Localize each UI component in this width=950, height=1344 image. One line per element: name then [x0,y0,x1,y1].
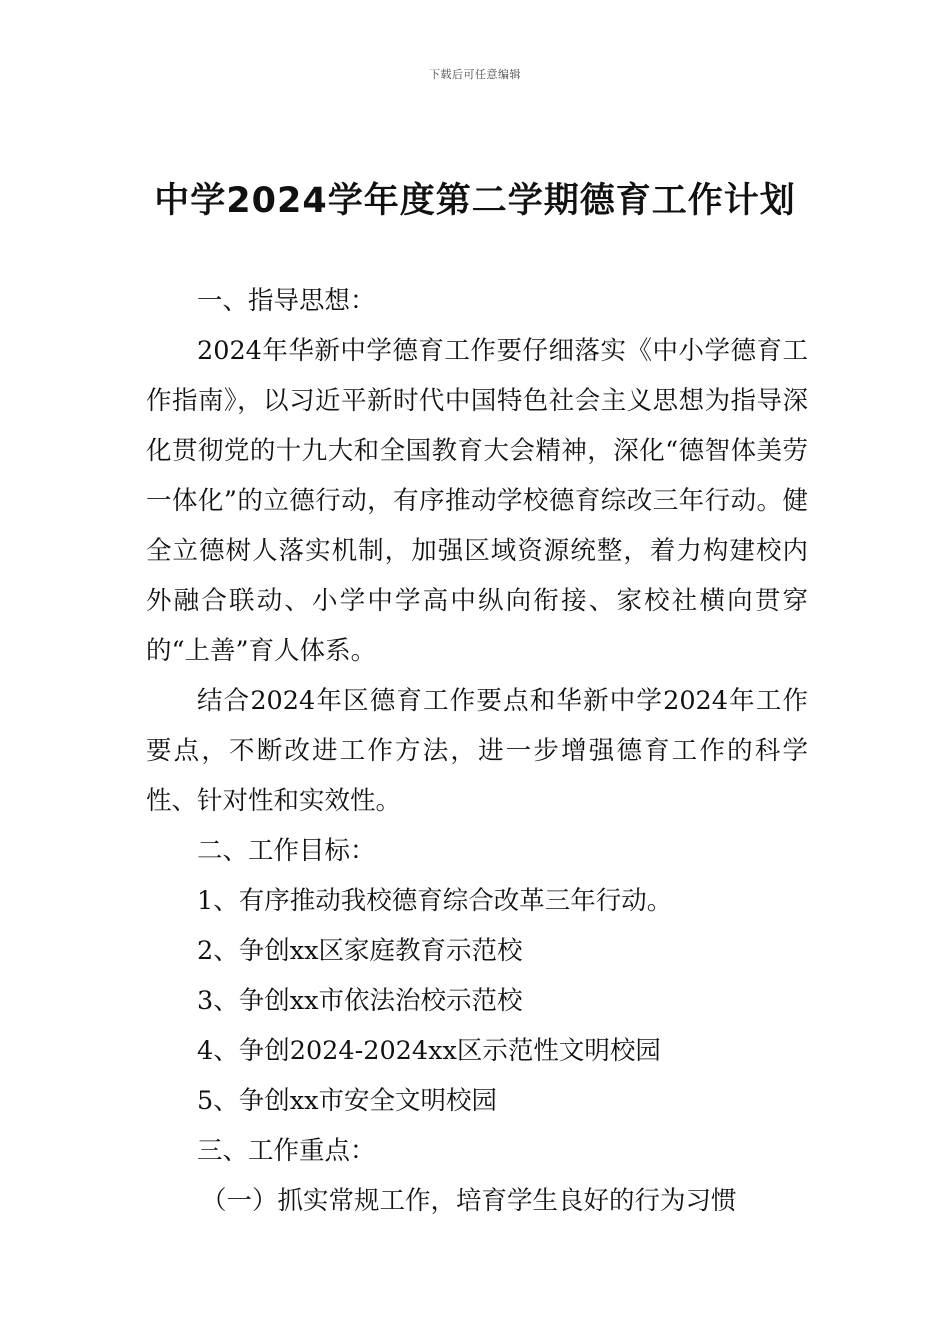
download-note: 下载后可任意编辑 [429,68,521,81]
goal-item: 5、争创xx市安全文明校园 [197,1086,497,1116]
goal-item: 1、有序推动我校德育综合改革三年行动。 [197,886,673,916]
goal-item: 3、争创xx市依法治校示范校 [197,986,523,1016]
section-heading-work-goals: 二、工作目标： [197,836,376,866]
document-body [146,276,808,1226]
paragraph-guiding-ideology-2: 结合2024年区德育工作要点和华新中学2024年工作要点，不断改进工作方法，进一步增强德育工作的科学性、针对性和实效性。 [146,686,808,816]
paragraph-guiding-ideology-1: 2024年华新中学德育工作要仔细落实《中小学德育工作指南》，以习近平新时代中国特色社会主义思想为指导深化贯彻党的十九大和全国教育大会精神，深化“德智体美劳一体化”的立德行动，有序推动学校德育综改三年行动。健全立德树人落实机制，加强区域资源统整，着力构建校内外融合联动、小学中学高中纵向衔接、家校社横向贯穿的“上善”育人体系。 [146,336,808,666]
section-heading-work-focus: 三、工作重点： [197,1136,376,1166]
goal-item: 4、争创2024-2024xx区示范性文明校园 [197,1036,661,1066]
section-heading-guiding-ideology: 一、指导思想： [197,286,376,316]
subsection-heading-routine-work: （一）抓实常规工作，培育学生良好的行为习惯 [201,1186,737,1216]
document-title: 中学2024学年度第二学期德育工作计划 [154,181,796,221]
goal-item: 2、争创xx区家庭教育示范校 [197,936,523,966]
